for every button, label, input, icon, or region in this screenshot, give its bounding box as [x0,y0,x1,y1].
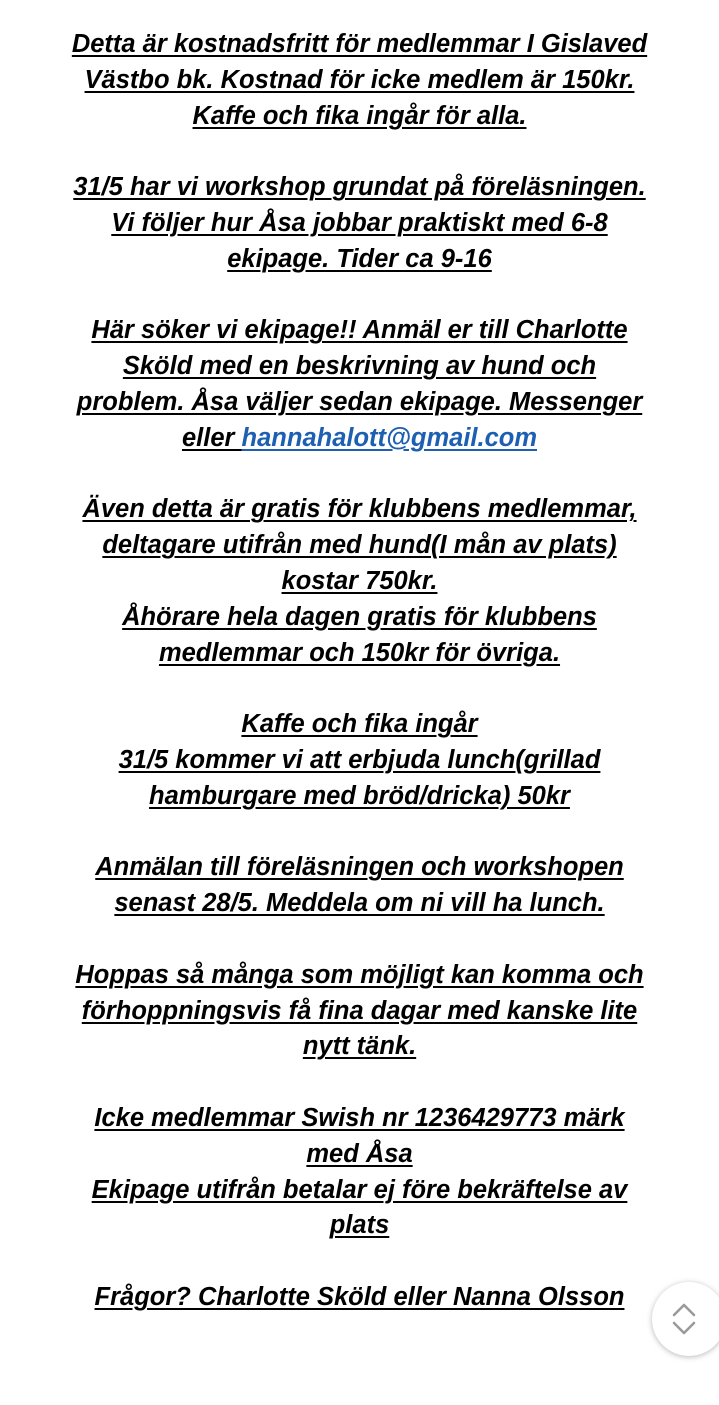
text-line: Åhörare hela dagen gratis för klubbens [122,602,597,631]
text-line: plats [329,1211,390,1240]
paragraph-payment [30,1101,689,1244]
paragraph-pricing [30,492,689,671]
text-line: Hoppas så många som möjligt kan komma och [75,960,644,989]
text-line: Anmälan till föreläsningen och workshopen [95,853,624,882]
text-line: deltagare utifrån med hund(I mån av plats) [102,531,617,560]
text-line: med Åsa [306,1139,413,1168]
text-line: Även detta är gratis för klubbens medlemmar, [82,495,637,524]
chevron-down-icon[interactable] [671,1319,697,1337]
paragraph-lunch [30,707,689,814]
text-line: medlemmar och 150kr för övriga. [158,638,561,667]
text-line: Detta är kostnadsfritt för medlemmar I Gislaved [71,30,648,58]
text-line: kostar 750kr. [281,566,438,595]
paragraph-workshop [30,170,689,277]
text-line: Kaffe och fika ingår [241,710,478,739]
text-line: Vi följer hur Åsa jobbar praktiskt med 6-8 [111,208,608,237]
text-line: Här söker vi ekipage!! Anmäl er till Charlotte [91,316,628,345]
text-line: 31/5 kommer vi att erbjuda lunch(grillad [118,745,601,774]
scroll-navigation-widget[interactable] [652,1282,719,1356]
document-body [0,27,719,1351]
text-line: Frågor? Charlotte Sköld eller Nanna Olsson [94,1282,625,1311]
paragraph-questions [30,1280,689,1316]
text-line: förhoppningsvis få fina dagar med kanske lite [81,996,638,1025]
text-line: Icke medlemmar Swish nr 1236429773 märk [94,1103,625,1132]
text-line: ekipage. Tider ca 9-16 [227,244,492,273]
paragraph-signup [30,313,689,456]
text-line: Kaffe och fika ingår för alla. [192,101,527,130]
text-line: problem. Åsa väljer sedan ekipage. Messenger [76,387,643,416]
paragraph-welcome [30,958,689,1065]
text-line: Ekipage utifrån betalar ej före bekräftelse av [91,1175,628,1204]
email-link[interactable]: hannahalott@gmail.com [241,423,538,452]
text-line: eller [181,423,242,452]
paragraph-deadline [30,850,689,922]
chevron-up-icon[interactable] [671,1301,697,1319]
text-line: Sköld med en beskrivning av hund och [122,352,597,381]
text-line: senast 28/5. Meddela om ni vill ha lunch. [114,889,605,918]
text-line: nytt tänk. [302,1032,417,1061]
paragraph-intro [30,27,689,134]
text-line: 31/5 har vi workshop grundat på föreläsningen. [73,173,646,202]
text-line: Västbo bk. Kostnad för icke medlem är 150kr. [84,65,635,94]
text-line: hamburgare med bröd/dricka) 50kr [149,781,570,810]
